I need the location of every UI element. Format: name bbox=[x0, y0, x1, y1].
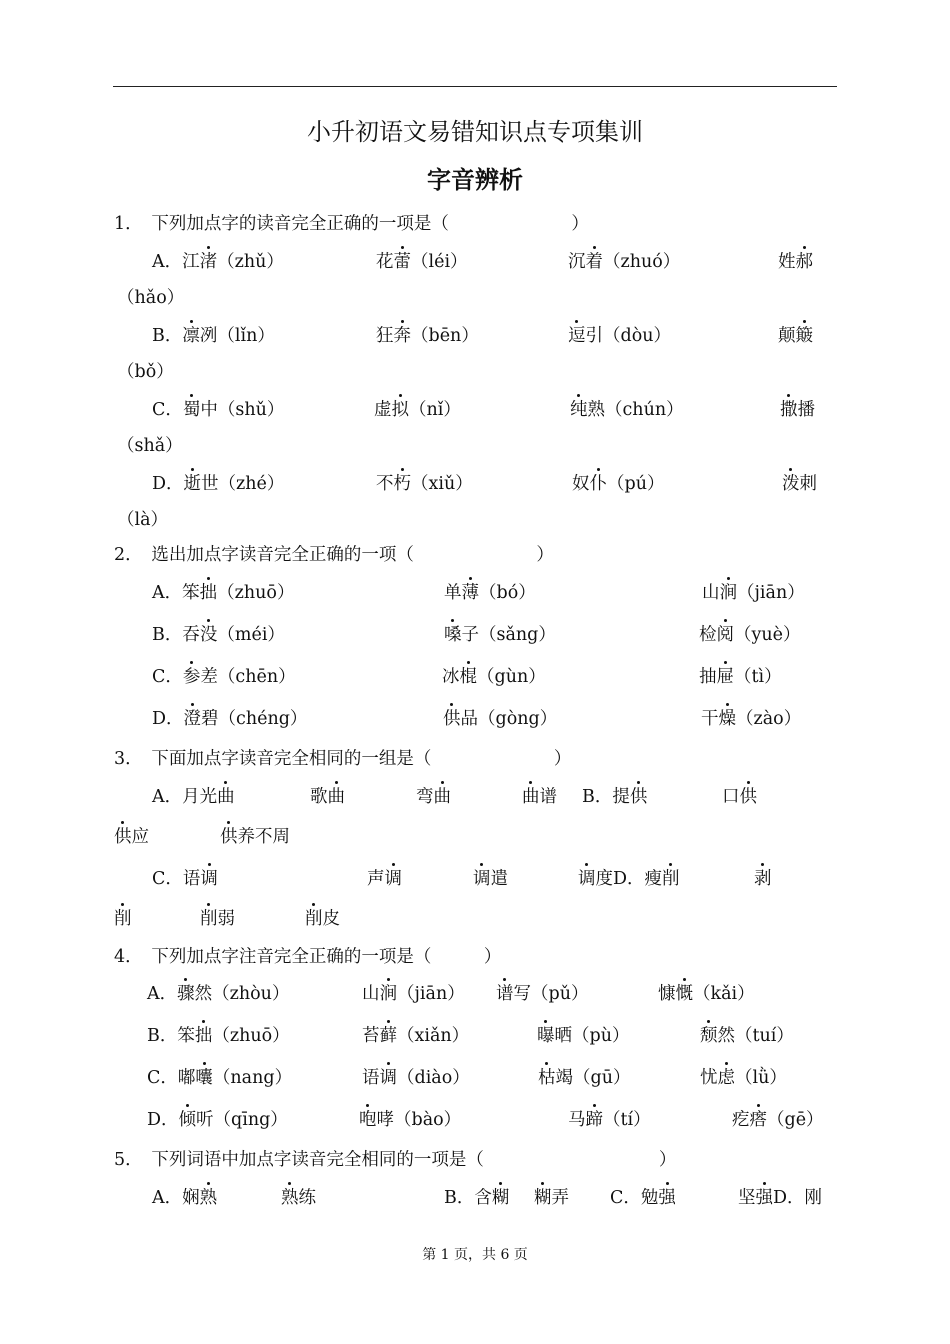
text-line: B．含糊 bbox=[444, 1188, 510, 1208]
dotted-character: 强 bbox=[658, 1188, 676, 1208]
dotted-character: 撒 bbox=[780, 400, 798, 420]
text-line: C．嘟囔（nang） bbox=[147, 1068, 293, 1088]
dotted-character: 囔 bbox=[195, 1068, 213, 1088]
dotted-character: 拟 bbox=[391, 400, 409, 420]
text-line: 疙瘩（gē） bbox=[732, 1110, 824, 1130]
text-line: C．蜀中（shǔ） bbox=[152, 400, 285, 420]
dotted-character: 拙 bbox=[199, 583, 218, 603]
dotted-character: 糊 bbox=[534, 1188, 552, 1208]
text-line: 冰棍（gùn） bbox=[442, 667, 546, 687]
text-line: A．月光曲 bbox=[152, 787, 235, 807]
dotted-character: 逝 bbox=[183, 474, 202, 494]
text-line: 供应 bbox=[114, 827, 149, 847]
dotted-character: 供 bbox=[739, 787, 757, 807]
text-line: C．语调 bbox=[152, 869, 218, 889]
dotted-character: 曲 bbox=[327, 787, 345, 807]
text-line: 单薄（bó） bbox=[444, 583, 536, 603]
text-line: （là） bbox=[117, 510, 169, 530]
dotted-character: 郝 bbox=[795, 252, 813, 272]
text-line: 抽屉（tì） bbox=[699, 667, 782, 687]
text-line: 花蕾（léi） bbox=[376, 252, 468, 272]
dotted-character: 藓 bbox=[379, 1026, 397, 1046]
text-line: 颓然（tuí） bbox=[700, 1026, 794, 1046]
dotted-character: 逗 bbox=[568, 326, 586, 346]
dotted-character: 簸 bbox=[795, 326, 813, 346]
text-line: C．勉强 bbox=[610, 1188, 676, 1208]
text-line bbox=[114, 908, 132, 930]
dotted-character: 削 bbox=[114, 909, 132, 929]
text-line: 语调（diào） bbox=[362, 1068, 470, 1088]
dotted-character: 颓 bbox=[700, 1026, 718, 1046]
text-line: A．江渚（zhǔ） bbox=[152, 252, 284, 272]
text-line: 撒播 bbox=[780, 400, 815, 420]
text-line: 苔藓（xiǎn） bbox=[362, 1026, 470, 1046]
dotted-character: 曝 bbox=[537, 1026, 555, 1046]
text-line: 检阅（yuè） bbox=[699, 625, 801, 645]
text-line: B．提供 bbox=[582, 787, 648, 807]
dotted-character: 涧 bbox=[719, 583, 737, 603]
dotted-character: 嗓 bbox=[444, 625, 462, 645]
dotted-character: 曲 bbox=[217, 787, 235, 807]
dotted-character: 谱 bbox=[496, 984, 514, 1004]
dotted-character: 凛 bbox=[182, 326, 200, 346]
dotted-character: 燥 bbox=[718, 709, 736, 729]
dotted-character: 削 bbox=[305, 909, 323, 929]
dotted-character: 拙 bbox=[194, 1026, 213, 1046]
text-line: 马蹄（tí） bbox=[568, 1110, 651, 1130]
text-line: 曲谱 bbox=[522, 787, 557, 807]
text-line: 弯曲 bbox=[416, 787, 451, 807]
text-line: 4． 下列加点字注音完全正确的一项是（ ） bbox=[114, 947, 502, 967]
text-line: D．澄碧（chéng） bbox=[152, 709, 308, 729]
text-line: 调遣 bbox=[473, 869, 508, 889]
dotted-character: 供 bbox=[114, 827, 132, 847]
dotted-character: 咆 bbox=[359, 1110, 377, 1130]
dotted-character: 仆 bbox=[589, 474, 607, 494]
dotted-character: 渚 bbox=[199, 252, 218, 272]
text-line: （hǎo） bbox=[117, 288, 185, 308]
text-line: 泼刺 bbox=[782, 474, 817, 494]
text-line: 忧虑（lǜ） bbox=[700, 1068, 787, 1088]
dotted-character: 调 bbox=[578, 869, 596, 889]
text-line: 姓郝 bbox=[778, 252, 813, 272]
text-line: 供品（gòng） bbox=[443, 709, 558, 729]
text-line: 枯竭（gū） bbox=[538, 1068, 631, 1088]
dotted-character: 虑 bbox=[717, 1068, 735, 1088]
dotted-character: 瘩 bbox=[749, 1110, 767, 1130]
text-line: 2． 选出加点字读音完全正确的一项（ ） bbox=[114, 545, 554, 565]
text-line bbox=[754, 868, 772, 890]
text-line: 慷慨（kǎi） bbox=[658, 984, 755, 1004]
text-line: C．参差（chēn） bbox=[152, 667, 296, 687]
dotted-character: 慨 bbox=[675, 984, 693, 1004]
text-line: 嗓子（sǎng） bbox=[444, 625, 556, 645]
dotted-character: 泼 bbox=[782, 474, 800, 494]
text-line: 曝晒（pù） bbox=[537, 1026, 630, 1046]
dotted-character: 供 bbox=[443, 709, 461, 729]
text-line: 糊弄 bbox=[534, 1188, 569, 1208]
text-line: 口供 bbox=[722, 787, 757, 807]
dotted-character: 涧 bbox=[379, 984, 397, 1004]
text-line: 颠簸 bbox=[778, 326, 813, 346]
text-line: 调度D．瘦削 bbox=[578, 869, 680, 889]
text-line: 3． 下面加点字读音完全相同的一组是（ ） bbox=[114, 749, 572, 769]
dotted-character: 调 bbox=[384, 869, 402, 889]
dotted-character: 蜀 bbox=[182, 400, 201, 420]
text-line: D．逝世（zhé） bbox=[152, 474, 285, 494]
text-line: D．倾听（qīng） bbox=[147, 1110, 288, 1130]
dotted-character: 削 bbox=[662, 869, 680, 889]
dotted-character: 供 bbox=[629, 787, 648, 807]
text-line: 熟练 bbox=[281, 1188, 316, 1208]
text-line: 1． 下列加点字的读音完全正确的一项是（ ） bbox=[114, 214, 589, 234]
text-line: 削弱 bbox=[200, 909, 235, 929]
dotted-character: 纯 bbox=[570, 400, 588, 420]
text-line: 声调 bbox=[367, 869, 402, 889]
dotted-character: 没 bbox=[199, 625, 218, 645]
dotted-character: 参 bbox=[182, 667, 201, 687]
text-line: 咆哮（bào） bbox=[359, 1110, 462, 1130]
page-title: 小升初语文易错知识点专项集训 bbox=[307, 118, 643, 146]
dotted-character: 朽 bbox=[393, 474, 411, 494]
dotted-character: 屉 bbox=[716, 667, 734, 687]
dotted-character: 削 bbox=[200, 909, 218, 929]
dotted-character: 骤 bbox=[177, 984, 195, 1004]
dotted-character: 糊 bbox=[491, 1188, 510, 1208]
dotted-character: 澄 bbox=[183, 709, 202, 729]
dotted-character: 调 bbox=[379, 1068, 397, 1088]
dotted-character: 奔 bbox=[393, 326, 411, 346]
dotted-character: 调 bbox=[200, 869, 218, 889]
dotted-character: 熟 bbox=[199, 1188, 218, 1208]
text-line: 坚强D．刚 bbox=[738, 1188, 823, 1208]
text-line: B．笨拙（zhuō） bbox=[147, 1026, 290, 1046]
text-line: 谱写（pǔ） bbox=[496, 984, 589, 1004]
dotted-character: 曲 bbox=[522, 787, 540, 807]
dotted-character: 蹄 bbox=[585, 1110, 603, 1130]
text-line: 不朽（xiǔ） bbox=[376, 474, 473, 494]
text-line: 5． 下列词语中加点字读音完全相同的一项是（ ） bbox=[114, 1150, 677, 1170]
text-line: A．娴熟 bbox=[152, 1188, 218, 1208]
text-line: A．骤然（zhòu） bbox=[147, 984, 290, 1004]
text-line: 狂奔（bēn） bbox=[376, 326, 479, 346]
dotted-character: 蕾 bbox=[393, 252, 411, 272]
dotted-character: 倾 bbox=[178, 1110, 197, 1130]
text-line: 供养不周 bbox=[220, 827, 290, 847]
text-line: 削皮 bbox=[305, 909, 340, 929]
text-line: 沉着（zhuó） bbox=[568, 252, 681, 272]
text-line: （bǒ） bbox=[117, 362, 174, 382]
section-title: 字音辨析 bbox=[427, 166, 523, 194]
dotted-character: 剥 bbox=[754, 869, 772, 889]
dotted-character: 薄 bbox=[461, 583, 479, 603]
dotted-character: 强 bbox=[755, 1188, 773, 1208]
dotted-character: 着 bbox=[585, 252, 603, 272]
header-rule bbox=[113, 86, 837, 87]
page-footer: 第 1 页，共 6 页 bbox=[422, 1247, 528, 1263]
text-line: 歌曲 bbox=[310, 787, 345, 807]
text-line: B．吞没（méi） bbox=[152, 625, 285, 645]
dotted-character: 棍 bbox=[459, 667, 477, 687]
text-line: 虚拟（nǐ） bbox=[374, 400, 461, 420]
dotted-character: 枯 bbox=[538, 1068, 556, 1088]
text-line: 奴仆（pú） bbox=[572, 474, 665, 494]
text-line: 山涧（jiān） bbox=[362, 984, 465, 1004]
dotted-character: 供 bbox=[220, 827, 238, 847]
dotted-character: 阅 bbox=[716, 625, 734, 645]
dotted-character: 熟 bbox=[281, 1188, 299, 1208]
text-line: 山涧（jiān） bbox=[702, 583, 805, 603]
dotted-character: 曲 bbox=[433, 787, 451, 807]
text-line: 纯熟（chún） bbox=[570, 400, 684, 420]
text-line: 逗引（dòu） bbox=[568, 326, 672, 346]
dotted-character: 调 bbox=[473, 869, 491, 889]
text-line: （shǎ） bbox=[117, 436, 183, 456]
text-line: 干燥（zào） bbox=[701, 709, 802, 729]
text-line: A．笨拙（zhuō） bbox=[152, 583, 295, 603]
text-line: B．凛冽（lǐn） bbox=[152, 326, 275, 346]
